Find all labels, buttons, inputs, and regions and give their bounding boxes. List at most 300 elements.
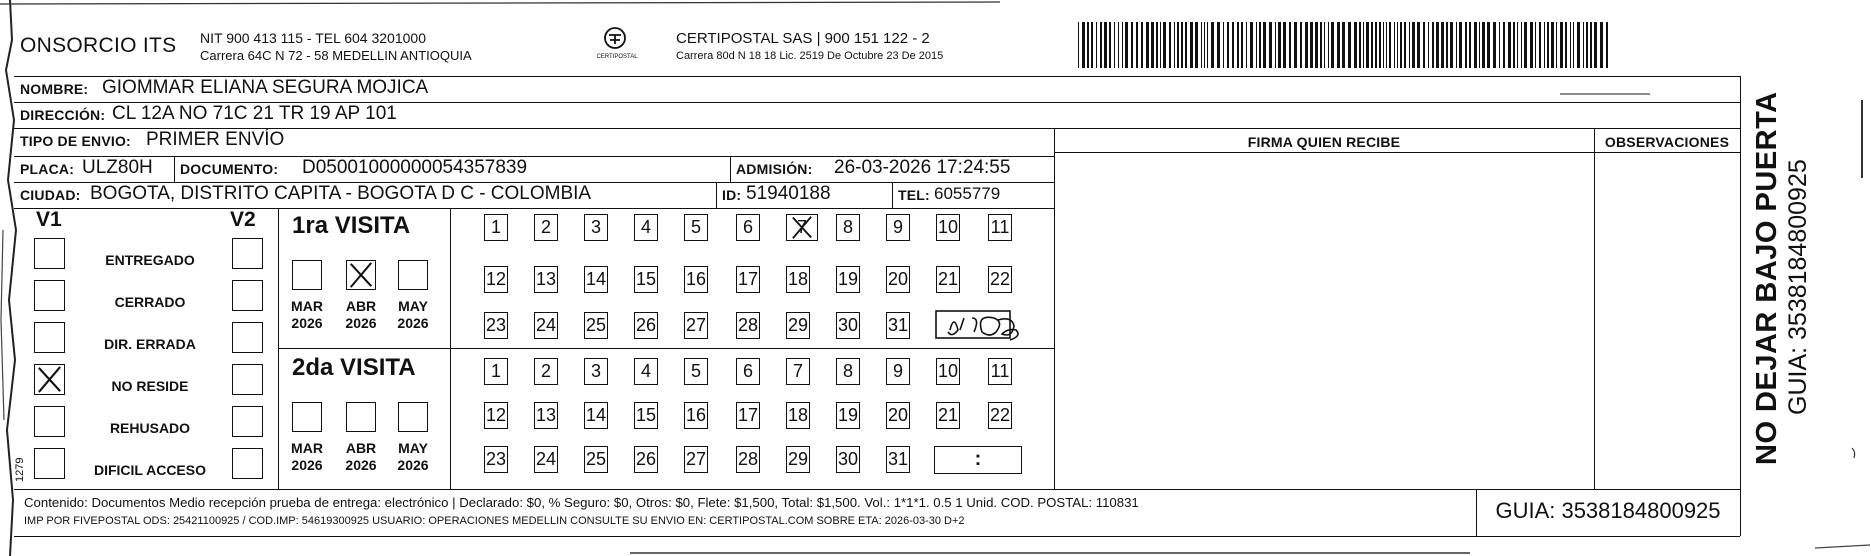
barcode-bar <box>1337 22 1340 68</box>
day-box[interactable] <box>534 214 558 241</box>
day-box[interactable] <box>988 358 1012 385</box>
barcode-bar <box>1375 22 1377 68</box>
day-box[interactable] <box>534 402 558 429</box>
day-number: 7 <box>792 361 803 381</box>
day-number: 15 <box>635 269 657 289</box>
barcode-bar <box>1259 22 1261 68</box>
day-number: 24 <box>535 315 557 335</box>
barcode-bar <box>1386 22 1387 68</box>
barcode-bar <box>1530 22 1533 68</box>
year-label: 2026 <box>291 457 323 473</box>
barcode-bar <box>1456 22 1457 68</box>
month-checkbox[interactable] <box>346 260 376 290</box>
barcode-bar <box>1160 22 1161 68</box>
tel-value: 6055779 <box>934 184 1001 203</box>
barcode-bar <box>1328 22 1329 68</box>
day-box[interactable] <box>988 266 1012 293</box>
day-box[interactable] <box>886 214 910 241</box>
barcode-bar <box>1404 22 1406 68</box>
day-number: 19 <box>837 405 859 425</box>
barcode-bar <box>1539 22 1541 68</box>
status-label: DIR. ERRADA <box>104 336 196 352</box>
day-box[interactable] <box>634 214 658 241</box>
barcode-bar <box>1310 22 1313 68</box>
rule <box>1054 152 1740 153</box>
day-box[interactable] <box>736 358 760 385</box>
barcode-bar <box>1551 22 1554 68</box>
day-number: 14 <box>585 269 607 289</box>
observaciones-header: OBSERVACIONES <box>1604 134 1730 150</box>
barcode-bar <box>1423 22 1425 68</box>
barcode-bar <box>1363 22 1364 68</box>
barcode-bar <box>1342 22 1345 68</box>
day-box[interactable] <box>584 312 608 339</box>
day-number: 22 <box>989 405 1011 425</box>
rule <box>892 182 893 208</box>
v1-checkbox[interactable] <box>34 280 65 311</box>
barcode-bar <box>1479 22 1480 68</box>
day-number: 8 <box>842 217 853 237</box>
carrier-line: CERTIPOSTAL SAS | 900 151 122 - 2 <box>676 30 930 47</box>
barcode-bar <box>1606 22 1608 68</box>
side-warning: NO DEJAR BAJO PUERTA <box>1751 91 1783 465</box>
company-name: ONSORCIO ITS <box>20 34 177 57</box>
day-number: 25 <box>585 449 607 469</box>
day-box[interactable] <box>886 446 910 473</box>
day-box[interactable] <box>484 358 508 385</box>
day-number: 6 <box>742 361 753 381</box>
day-number: 3 <box>590 361 601 381</box>
tipo-envio-value: PRIMER ENVÍO <box>146 129 285 150</box>
day-box[interactable] <box>484 266 508 293</box>
company-nit: NIT 900 413 115 - TEL 604 3201000 <box>200 30 426 46</box>
day-box[interactable] <box>684 402 708 429</box>
day-number: 5 <box>690 217 701 237</box>
day-box[interactable] <box>736 214 760 241</box>
day-number: 14 <box>585 405 607 425</box>
day-box[interactable] <box>634 358 658 385</box>
v2-checkbox[interactable] <box>232 280 263 311</box>
day-box[interactable] <box>988 214 1012 241</box>
month-checkbox[interactable] <box>398 260 428 290</box>
barcode-bar <box>1100 22 1102 68</box>
day-box[interactable] <box>736 266 760 293</box>
day-number: 12 <box>485 405 507 425</box>
barcode-bar <box>1300 22 1302 68</box>
day-number: 27 <box>685 449 707 469</box>
barcode-bar <box>1169 22 1171 68</box>
barcode-bar <box>1513 22 1515 68</box>
day-box[interactable] <box>534 358 558 385</box>
barcode-bar <box>1474 22 1477 68</box>
day-number: 9 <box>892 217 903 237</box>
barcode-bar <box>1278 22 1281 68</box>
day-box[interactable] <box>584 266 608 293</box>
barcode-bar <box>1096 22 1097 68</box>
side-guia: GUIA: 3538184800925 <box>1784 159 1812 415</box>
v2-header: V2 <box>230 208 256 231</box>
day-number: 2 <box>540 217 551 237</box>
barcode-bar <box>1570 22 1571 68</box>
nombre-value: GIOMMAR ELIANA SEGURA MOJICA <box>102 77 429 98</box>
barcode-bar <box>1544 22 1545 68</box>
ciudad-label: CIUDAD: <box>20 187 81 203</box>
admision-label: ADMISIÓN: <box>736 161 813 177</box>
barcode-bar <box>1195 22 1198 68</box>
day-box[interactable] <box>886 402 910 429</box>
day-number: 18 <box>787 269 809 289</box>
barcode-bar <box>1315 22 1318 68</box>
day-number: 17 <box>737 269 759 289</box>
day-box[interactable] <box>836 402 860 429</box>
day-box[interactable] <box>936 358 960 385</box>
v1-checkbox[interactable] <box>34 238 65 269</box>
day-box[interactable] <box>936 266 960 293</box>
v2-checkbox[interactable] <box>232 406 263 437</box>
day-box[interactable] <box>836 358 860 385</box>
day-number: 23 <box>485 315 507 335</box>
barcode-bar <box>1275 22 1276 68</box>
direccion-value: CL 12A NO 71C 21 TR 19 AP 101 <box>112 103 397 124</box>
carrier-address: Carrera 80d N 18 18 Lic. 2519 De Octubre 23 De 2015 <box>676 50 944 62</box>
day-number: 2 <box>540 361 551 381</box>
barcode-bar <box>1560 22 1563 68</box>
barcode-bar <box>1246 22 1247 68</box>
barcode-bar <box>1177 22 1179 68</box>
rule <box>730 156 731 182</box>
day-box[interactable] <box>684 312 708 339</box>
handwritten-time <box>932 308 1050 342</box>
year-label: 2026 <box>397 315 429 331</box>
day-number: 1 <box>490 361 501 381</box>
barcode-bar <box>1204 22 1205 68</box>
day-number: 11 <box>990 217 1010 237</box>
barcode-bar <box>1114 22 1115 68</box>
barcode-bar <box>1366 22 1369 68</box>
month-label: ABR <box>345 440 377 456</box>
barcode-bar <box>1499 22 1500 68</box>
barcode-bar <box>1577 22 1580 68</box>
day-box[interactable] <box>684 446 708 473</box>
v1-header: V1 <box>36 208 62 231</box>
day-box[interactable] <box>836 446 860 473</box>
barcode-bar <box>1141 22 1143 68</box>
barcode-bar <box>1078 22 1079 68</box>
barcode-bar <box>1185 22 1187 68</box>
barcode-bar <box>1217 22 1220 68</box>
barcode-bar <box>1517 22 1518 68</box>
barcode-bar <box>1156 22 1158 68</box>
rule <box>14 208 1054 209</box>
day-number: 31 <box>887 449 909 469</box>
v2-checkbox[interactable] <box>232 238 263 269</box>
day-number: 13 <box>535 269 557 289</box>
month-label: MAY <box>398 298 428 314</box>
barcode-bar <box>1232 22 1234 68</box>
day-box[interactable] <box>886 312 910 339</box>
barcode-bar <box>1556 22 1557 68</box>
barcode-bar <box>1211 22 1214 68</box>
month-checkbox[interactable] <box>292 260 322 290</box>
tipo-envio-label: TIPO DE ENVIO: <box>20 133 131 149</box>
day-box[interactable] <box>886 266 910 293</box>
day-number: 18 <box>787 405 809 425</box>
day-number: 9 <box>892 361 903 381</box>
v2-checkbox[interactable] <box>232 448 263 479</box>
day-box[interactable] <box>736 446 760 473</box>
barcode-bar <box>1600 22 1603 68</box>
status-label: REHUSADO <box>109 420 191 436</box>
day-number: 30 <box>837 315 859 335</box>
barcode-bar <box>1465 22 1467 68</box>
day-box[interactable] <box>736 402 760 429</box>
day-number: 5 <box>690 361 701 381</box>
day-number: 12 <box>485 269 507 289</box>
day-number: 17 <box>737 405 759 425</box>
day-box[interactable] <box>836 312 860 339</box>
rule <box>174 156 175 182</box>
status-label: NO RESIDE <box>111 378 189 394</box>
day-number: 6 <box>742 217 753 237</box>
day-box[interactable] <box>534 312 558 339</box>
barcode-bar <box>1521 22 1522 68</box>
ciudad-value: BOGOTA, DISTRITO CAPITA - BOGOTA D C - COLOMBIA <box>90 183 592 204</box>
day-box[interactable] <box>886 358 910 385</box>
day-number: 21 <box>937 269 959 289</box>
rule <box>14 536 1740 537</box>
barcode-bar <box>1397 22 1398 68</box>
rule <box>14 489 1740 490</box>
day-number: 29 <box>787 449 809 469</box>
barcode-bar <box>1547 22 1549 68</box>
barcode <box>1078 22 1610 68</box>
tel-label: TEL: <box>898 187 930 203</box>
day-number: 24 <box>535 449 557 469</box>
day-box[interactable] <box>786 402 810 429</box>
barcode-bar <box>1109 22 1111 68</box>
contenido-line: Contenido: Documentos Medio recepción prueba de entrega: electrónico | Declarado: $0, % Seguro: $0, Otros: $0, Flete: $1,500, Total: $1,500. Vol.: 1*1*1. 0.5 1 Unid. COD. POSTAL: 110831 <box>24 495 1139 510</box>
barcode-bar <box>1469 22 1471 68</box>
barcode-bar <box>1305 22 1308 68</box>
day-box[interactable] <box>634 402 658 429</box>
day-number: 4 <box>640 361 651 381</box>
barcode-bar <box>1263 22 1266 68</box>
barcode-bar <box>1590 22 1592 68</box>
barcode-bar <box>1389 22 1391 68</box>
barcode-bar <box>1409 22 1410 68</box>
certipostal-logo-icon <box>598 26 632 56</box>
day-number: 15 <box>635 405 657 425</box>
barcode-bar <box>1594 22 1597 68</box>
day-box[interactable] <box>684 266 708 293</box>
barcode-bar <box>1283 22 1286 68</box>
id-label: ID: <box>722 187 742 203</box>
day-number: 1 <box>490 217 501 237</box>
day-box[interactable] <box>634 446 658 473</box>
placa-label: PLACA: <box>20 161 75 177</box>
rule <box>716 182 717 208</box>
barcode-bar <box>1082 22 1085 68</box>
company-address: Carrera 64C N 72 - 58 MEDELLIN ANTIOQUIA <box>200 48 472 63</box>
day-number: 16 <box>685 269 707 289</box>
rule <box>1594 128 1595 489</box>
month-checkbox[interactable] <box>292 402 322 432</box>
firma-header: FIRMA QUIEN RECIBE <box>1247 134 1401 150</box>
day-number: 22 <box>989 269 1011 289</box>
first-visit-title: 1ra VISITA <box>292 212 411 239</box>
day-box[interactable] <box>534 446 558 473</box>
second-visit-time-box[interactable]: : <box>934 446 1022 474</box>
barcode-bar <box>1241 22 1243 68</box>
admision-value: 26-03-2026 17:24:55 <box>834 157 1011 178</box>
barcode-bar <box>1394 22 1395 68</box>
barcode-bar <box>1289 22 1291 68</box>
day-box[interactable] <box>736 312 760 339</box>
year-label: 2026 <box>345 457 377 473</box>
barcode-bar <box>1524 22 1527 68</box>
barcode-bar <box>1436 22 1439 68</box>
logo-caption: CERTIPOSTAL <box>596 54 638 60</box>
day-number: 7 <box>796 217 807 237</box>
barcode-bar <box>1371 22 1373 68</box>
day-number: 3 <box>590 217 601 237</box>
day-box[interactable] <box>584 446 608 473</box>
barcode-bar <box>1174 22 1175 68</box>
barcode-bar <box>1131 22 1133 68</box>
barcode-bar <box>1146 22 1149 68</box>
barcode-bar <box>1227 22 1229 68</box>
day-box[interactable] <box>684 214 708 241</box>
barcode-bar <box>1503 22 1505 68</box>
v1-checkbox[interactable] <box>34 322 65 353</box>
month-checkbox[interactable] <box>346 402 376 432</box>
day-number: 10 <box>937 361 959 381</box>
barcode-bar <box>1237 22 1239 68</box>
day-box[interactable] <box>634 312 658 339</box>
barcode-bar <box>1136 22 1138 68</box>
day-number: 28 <box>737 315 759 335</box>
day-box[interactable] <box>534 266 558 293</box>
barcode-bar <box>1432 22 1434 68</box>
barcode-bar <box>1441 22 1444 68</box>
placa-value: ULZ80H <box>82 157 153 178</box>
day-number: 10 <box>937 217 959 237</box>
barcode-bar <box>1201 22 1202 68</box>
day-box[interactable] <box>584 358 608 385</box>
barcode-bar <box>1446 22 1448 68</box>
barcode-bar <box>1223 22 1224 68</box>
day-number: 25 <box>585 315 607 335</box>
barcode-bar <box>1190 22 1193 68</box>
rule <box>278 348 1054 349</box>
day-box[interactable] <box>484 446 508 473</box>
v2-checkbox[interactable] <box>232 322 263 353</box>
day-box[interactable] <box>684 358 708 385</box>
day-box[interactable] <box>634 266 658 293</box>
day-number: 30 <box>837 449 859 469</box>
barcode-bar <box>1125 22 1128 68</box>
day-number: 26 <box>635 449 657 469</box>
v1-checkbox[interactable] <box>34 364 65 395</box>
day-number: 20 <box>887 405 909 425</box>
barcode-bar <box>1181 22 1183 68</box>
v2-checkbox[interactable] <box>232 364 263 395</box>
barcode-bar <box>1348 22 1351 68</box>
day-box[interactable] <box>836 266 860 293</box>
year-label: 2026 <box>397 457 429 473</box>
day-box[interactable] <box>484 312 508 339</box>
day-box[interactable] <box>484 214 508 241</box>
barcode-bar <box>1482 22 1485 68</box>
day-number: 20 <box>887 269 909 289</box>
day-box[interactable] <box>936 214 960 241</box>
month-label: MAY <box>398 440 428 456</box>
barcode-bar <box>1400 22 1402 68</box>
year-label: 2026 <box>345 315 377 331</box>
imp-line: IMP POR FIVEPOSTAL ODS: 25421100925 / COD.IMP: 54619300925 USUARIO: OPERACIONES MEDELLIN CONSULTE SU ENVIO EN: CERTIPOSTAL.COM SOBRE ETA: 2026-03-30 D+2 <box>24 515 965 527</box>
day-number: 26 <box>635 315 657 335</box>
day-box[interactable] <box>786 266 810 293</box>
barcode-bar <box>1450 22 1453 68</box>
day-number: 28 <box>737 449 759 469</box>
barcode-bar <box>1493 22 1496 68</box>
barcode-bar <box>1583 22 1584 68</box>
documento-value: D05001000000054357839 <box>302 157 528 178</box>
barcode-bar <box>1565 22 1567 68</box>
day-box[interactable] <box>786 214 818 241</box>
barcode-bar <box>1379 22 1381 68</box>
status-label: DIFICIL ACCESO <box>93 462 206 478</box>
month-checkbox[interactable] <box>398 402 428 432</box>
day-number: 27 <box>685 315 707 335</box>
day-box[interactable] <box>836 214 860 241</box>
id-value: 51940188 <box>746 183 831 204</box>
day-box[interactable] <box>936 402 960 429</box>
barcode-bar <box>1324 22 1325 68</box>
day-box[interactable] <box>988 402 1012 429</box>
barcode-bar <box>1417 22 1420 68</box>
barcode-bar <box>1091 22 1093 68</box>
v1-checkbox[interactable] <box>34 448 65 479</box>
rule <box>1054 128 1055 489</box>
barcode-bar <box>1256 22 1257 68</box>
day-number: 21 <box>937 405 959 425</box>
barcode-bar <box>1331 22 1334 68</box>
barcode-bar <box>1118 22 1119 68</box>
day-number: 31 <box>887 315 909 335</box>
day-box[interactable] <box>786 446 810 473</box>
barcode-bar <box>1383 22 1384 68</box>
day-box[interactable] <box>484 402 508 429</box>
barcode-bar <box>1320 22 1322 68</box>
barcode-bar <box>1586 22 1588 68</box>
barcode-bar <box>1163 22 1166 68</box>
day-number: 11 <box>990 361 1010 381</box>
rule <box>1740 76 1741 536</box>
day-box[interactable] <box>786 312 810 339</box>
barcode-bar <box>1207 22 1208 68</box>
day-box[interactable] <box>786 358 810 385</box>
barcode-bar <box>1412 22 1415 68</box>
barcode-bar <box>1573 22 1574 68</box>
v1-checkbox[interactable] <box>34 406 65 437</box>
barcode-bar <box>1104 22 1107 68</box>
day-box[interactable] <box>584 214 608 241</box>
day-number: 29 <box>787 315 809 335</box>
barcode-bar <box>1087 22 1089 68</box>
day-box[interactable] <box>584 402 608 429</box>
month-label: ABR <box>345 298 377 314</box>
